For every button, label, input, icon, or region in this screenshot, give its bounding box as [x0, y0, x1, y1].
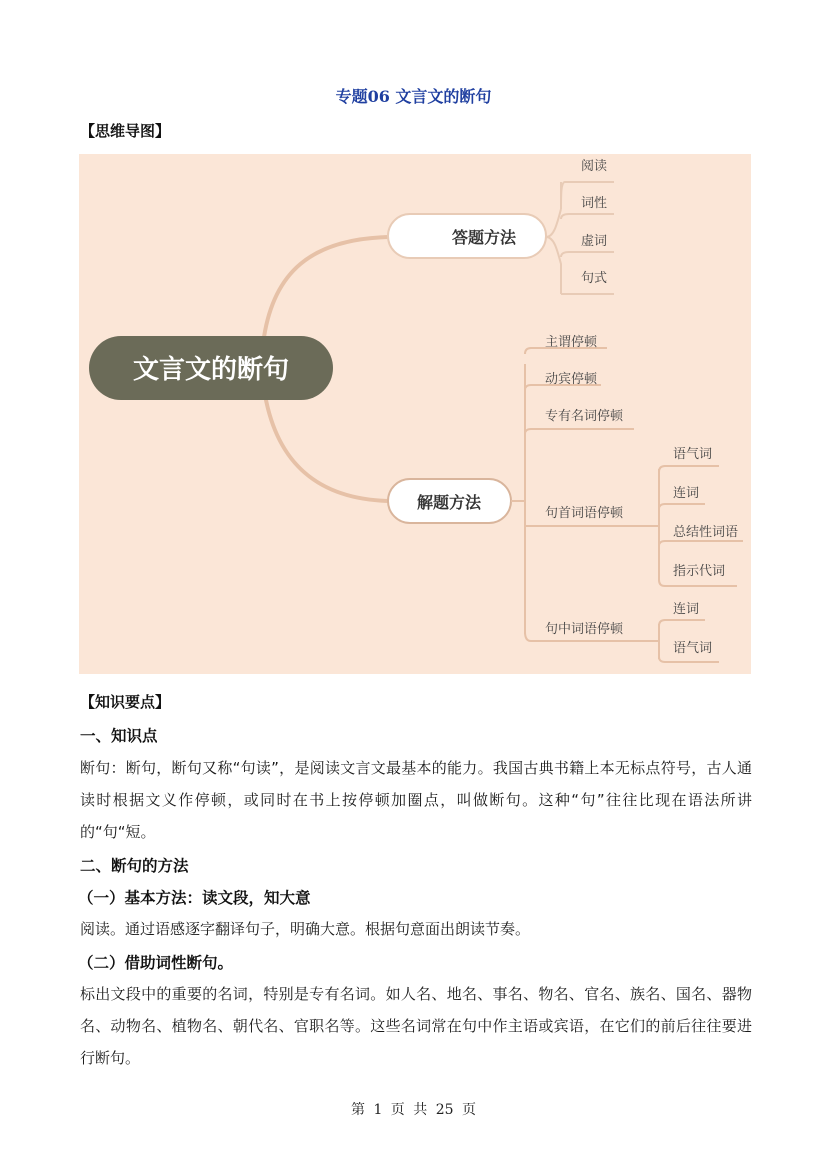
mind-map: [79, 154, 751, 674]
connector-sub1-leaf4: [659, 580, 737, 586]
connector-sub2-leaf1: [659, 620, 705, 626]
connector-leaf-proper-noun: [525, 429, 634, 434]
knowledge-heading: 【知识要点】: [80, 693, 171, 711]
section-1-heading: 一、知识点: [80, 727, 158, 745]
leaf-proper-noun: 专有名词停顿: [545, 409, 624, 424]
leaf-summary-words: 总结性词语: [673, 525, 739, 540]
leaf-conjunction-2: 连词: [673, 602, 700, 617]
leaf-part-of-speech: 词性: [581, 196, 608, 211]
mind-map-diagram: [79, 154, 751, 674]
branch-label-answer-method: 答题方法: [451, 228, 517, 247]
mindmap-heading: 【思维导图】: [80, 122, 171, 140]
connector-sub1-leaf3: [659, 541, 743, 546]
leaf-sentence-pattern: 句式: [581, 271, 608, 286]
leaf-modal-particle-2: 语气词: [673, 641, 713, 656]
leaf-sentence-middle-words: 句中词语停顿: [545, 622, 624, 637]
section-1-paragraph: 断句：断句，断句又称“句读”，是阅读文言文最基本的能力。我国古典书籍上本无标点符号，古人通读时根据文义作停顿，或同时在书上按停顿加圈点，叫做断句。这种“句”往往比现在语法所讲的“句“短。: [80, 759, 752, 841]
leaf-read: 阅读: [581, 159, 608, 174]
subsection-2-paragraph: 标出文段中的重要的名词，特别是专有名词。如人名、地名、事名、物名、官名、族名、国名、器物名、动物名、植物名、朝代名、官职名等。这些名词常在句中作主语或宾语，在它们的前后往往要进行断句。: [80, 985, 752, 1067]
connector-b1-vert-bottom: [546, 237, 561, 294]
branch-label-solve-method: 解题方法: [416, 493, 482, 512]
leaf-subject-predicate: 主谓停顿: [545, 335, 598, 350]
connector-leaf-2: [561, 214, 614, 219]
connector-root-branch1: [264, 237, 389, 337]
leaf-conjunction: 连词: [673, 486, 700, 501]
leaf-verb-object: 动宾停顿: [545, 372, 598, 387]
subsection-1-paragraph: 阅读。通过语感逐字翻译句子，明确大意。根据句意面出朗读节奏。: [80, 920, 531, 938]
subsection-2-heading: （二）借助词性断句。: [78, 954, 234, 972]
page-footer: 第 1 页 共 25 页: [351, 1102, 476, 1118]
section-2-heading: 二、断句的方法: [80, 857, 189, 875]
subsection-1-heading: （一）基本方法：读文段，知大意: [78, 889, 311, 907]
connector-leaf-3: [561, 252, 614, 257]
connector-sub1-leaf1: [659, 466, 719, 472]
connector-sub1-leaf2: [659, 504, 705, 509]
connector-root-branch2: [264, 389, 389, 501]
connector-sub2-leaf2: [659, 657, 719, 662]
document-title: 专题06 文言文的断句: [335, 87, 492, 106]
root-label: 文言文的断句: [132, 355, 290, 385]
leaf-demonstrative-pronoun: 指示代词: [673, 564, 726, 579]
leaf-modal-particle: 语气词: [673, 447, 713, 462]
leaf-sentence-start-words: 句首词语停顿: [545, 506, 624, 521]
connector-b1-top: [546, 209, 561, 237]
leaf-function-words: 虚词: [581, 234, 608, 249]
